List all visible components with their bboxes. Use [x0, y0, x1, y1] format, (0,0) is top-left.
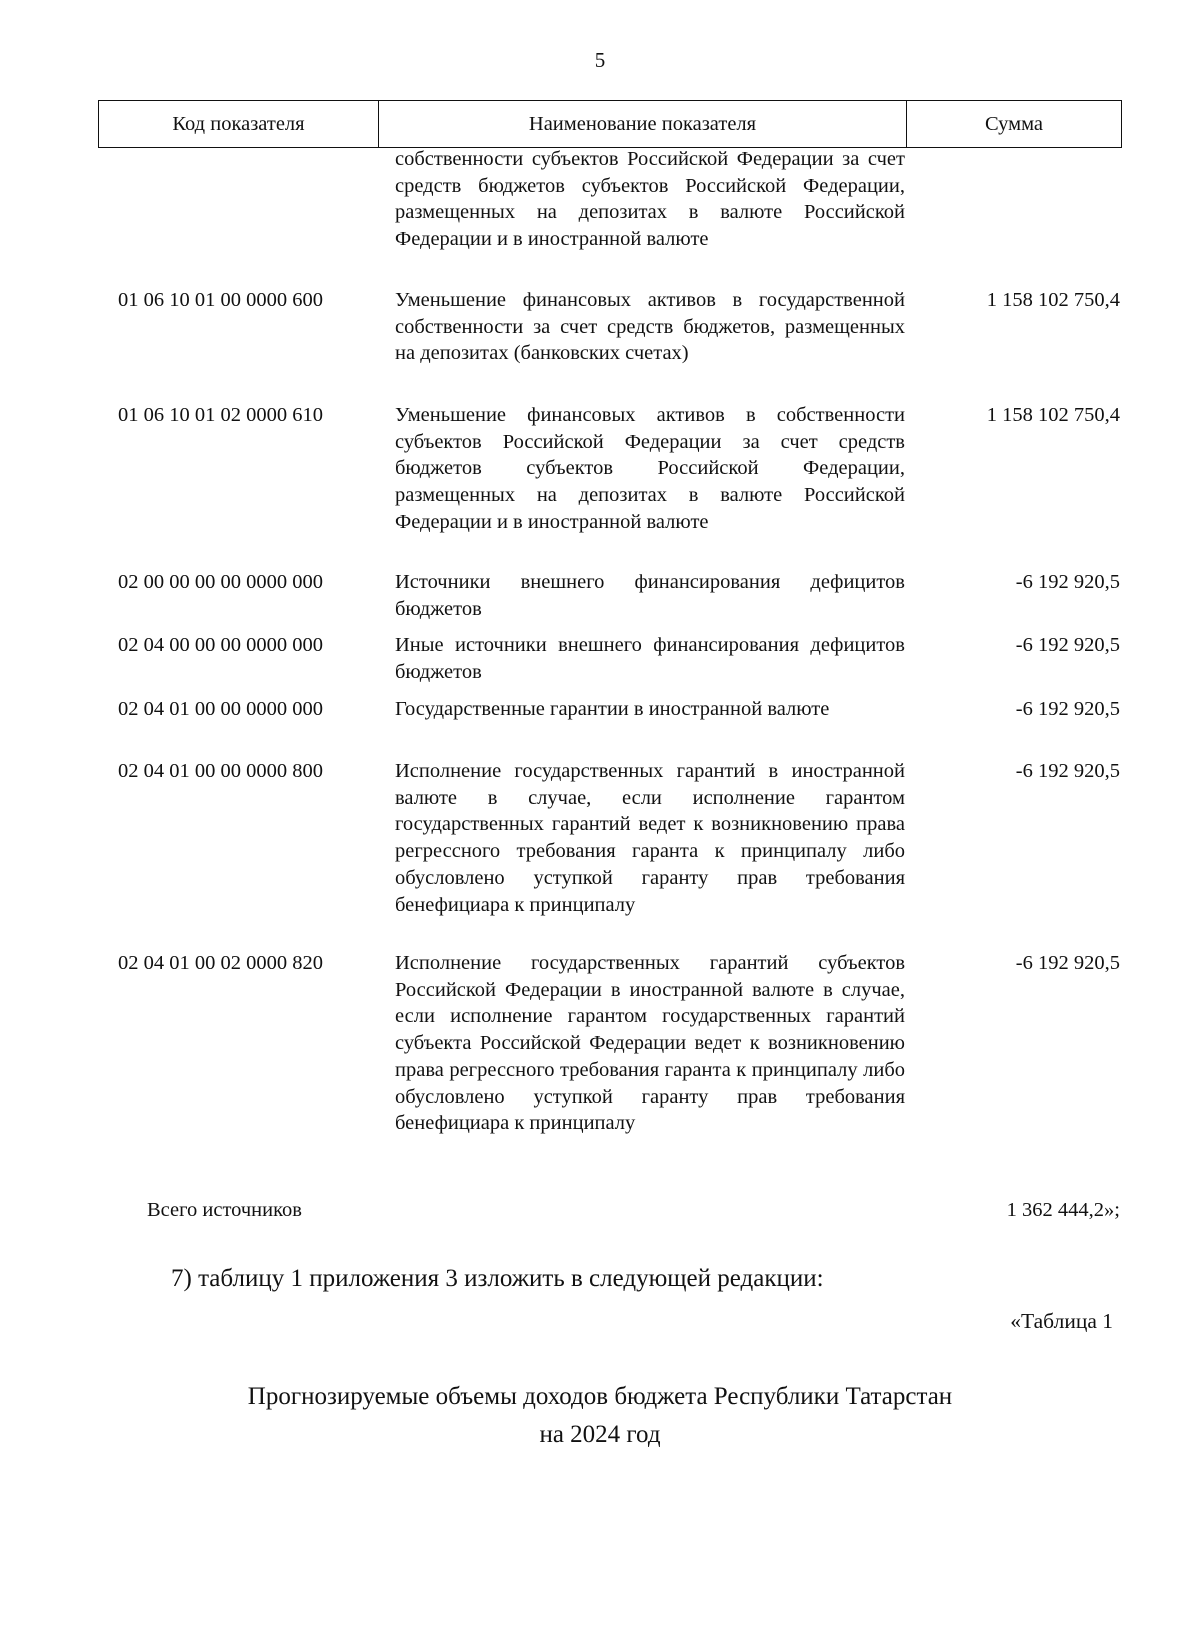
- row-sum: -6 192 920,5: [1015, 571, 1120, 593]
- header-name: Наименование показателя: [379, 101, 907, 147]
- header-sum: Сумма: [984, 112, 1044, 135]
- row-code: 01 06 10 01 00 0000 600: [118, 289, 323, 311]
- title-line: на 2024 год: [539, 1421, 661, 1448]
- row-code: 02 04 00 00 00 0000 000: [118, 634, 323, 656]
- title-line: Прогнозируемые объемы доходов бюджета Республики Татарстан: [247, 1383, 953, 1410]
- row-name: Уменьшение финансовых активов в государственной собственности за счет средств бюджетов, размещенных на депозитах (банковских счетах): [395, 289, 905, 365]
- row-sum: -6 192 920,5: [1015, 698, 1120, 720]
- row-sum: -6 192 920,5: [1015, 634, 1120, 656]
- row-sum: -6 192 920,5: [1015, 760, 1120, 782]
- row-name: Источники внешнего финансирования дефицитов бюджетов: [395, 571, 905, 620]
- row-name: Исполнение государственных гарантий в иностранной валюте в случае, если исполнение гарантом государственных гарантий ведет к возникновению права регрессного требования гаранта к принципалу либо обусловлено уступкой гаранту прав требования бенефициара к принципалу: [395, 760, 905, 916]
- table-label: «Таблица 1: [1010, 1309, 1113, 1333]
- row-sum: 1 158 102 750,4: [986, 289, 1120, 311]
- document-title: [0, 1378, 1200, 1454]
- table-header: [98, 100, 1122, 148]
- header-code: Код показателя: [99, 101, 379, 147]
- row-code: 02 00 00 00 00 0000 000: [118, 571, 323, 593]
- row-sum: -6 192 920,5: [1015, 952, 1120, 974]
- row-code: 02 04 01 00 00 0000 800: [118, 760, 323, 782]
- total-value: 1 362 444,2»;: [1006, 1199, 1120, 1221]
- row-name: Исполнение государственных гарантий субъектов Российской Федерации в иностранной валюте в случае, если исполнение гарантом государственных гарантий субъекта Российской Федерации ведет к возникновению права регрессного требования гаранта к принципалу либо обусловлено уступкой гаранту прав требования бенефициара к принципалу: [395, 952, 905, 1135]
- row-code: 02 04 01 00 02 0000 820: [118, 952, 323, 974]
- row-code: 02 04 01 00 00 0000 000: [118, 698, 323, 720]
- row-name: Уменьшение финансовых активов в собственности субъектов Российской Федерации за счет средств бюджетов субъектов Российской Федерации, размещенных на депозитах в валюте Российской Федерации и в иностранной валюте: [395, 404, 905, 533]
- total-label: Всего источников: [147, 1199, 302, 1221]
- continued-name-cell: собственности субъектов Российской Федерации за счет средств бюджетов субъектов Российской Федерации, размещенных на депозитах в валюте Российской Федерации и в иностранной валюте: [395, 148, 905, 251]
- row-name: Иные источники внешнего финансирования дефицитов бюджетов: [395, 634, 905, 683]
- amendment-instruction: 7) таблицу 1 приложения 3 изложить в следующей редакции:: [171, 1265, 824, 1292]
- row-name: Государственные гарантии в иностранной валюте: [395, 698, 830, 720]
- row-sum: 1 158 102 750,4: [986, 404, 1120, 426]
- page-number: 5: [594, 48, 606, 72]
- row-code: 01 06 10 01 02 0000 610: [118, 404, 323, 426]
